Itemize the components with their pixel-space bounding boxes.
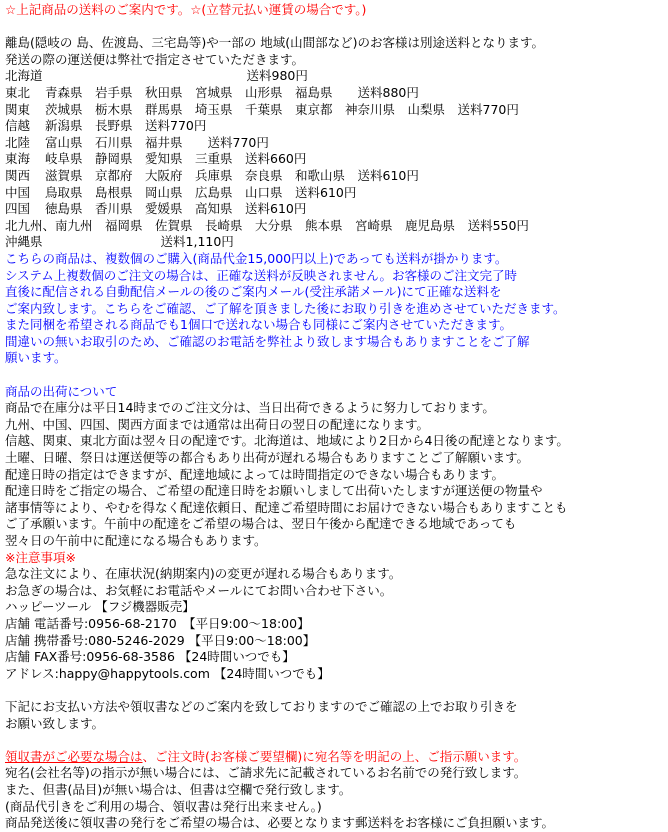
shipping-info-document xyxy=(5,2,665,832)
shipping-line: 信越、関東、東北方面は翌々日の配達です。北海道は、地域により2日から4日後の配達となります。 xyxy=(5,433,569,449)
rate-prefs: 鳥取県 島根県 岡山県 広島県 山口県 xyxy=(45,184,283,200)
spacer xyxy=(5,367,665,384)
rate-fee: 送料550円 xyxy=(467,217,529,233)
contact-mobile: 店舗 携帯番号:080-5246-2029 【平日9:00～18:00】 xyxy=(5,632,316,648)
rate-prefs: 徳島県 香川県 愛媛県 高知県 xyxy=(45,201,233,217)
section-title-shipping: 商品の出荷について xyxy=(5,383,118,399)
spacer xyxy=(5,732,665,749)
spacer xyxy=(5,19,665,36)
shipping-line: ご了承願います。午前中の配達をご希望の場合は、翌日午後から配達できる地域であっても xyxy=(5,516,517,532)
contact-phone: 店舗 電話番号:0956-68-2170 【平日9:00～18:00】 xyxy=(5,615,310,631)
header-line: ☆上記商品の送料のご案内です。☆(立替元払い運賃の場合です。) xyxy=(5,2,367,17)
section-title-caution: ※注意事項※ xyxy=(5,549,76,565)
rate-prefs: 新潟県 長野県 xyxy=(45,118,133,134)
shipping-line: 配達日時の指定はできますが、配達地域によっては時間指定のできない場合もあります。 xyxy=(5,466,505,482)
rate-prefs: 富山県 石川県 福井県 xyxy=(45,134,183,150)
region-name: 四国 xyxy=(5,201,31,217)
contact-address: アドレス:happy@happytools.com 【24時間いつでも】 xyxy=(5,665,330,681)
rate-fee: 送料770円 xyxy=(207,134,269,150)
rate-row-hokkaido xyxy=(5,68,665,85)
receipt-line: 商品発送後に領収書の発行をご希望の場合は、必要となります郵送料をお客様にご負担願います。 xyxy=(5,815,555,831)
region-name: 信越 xyxy=(5,118,31,134)
receipt-line: (商品代引きをご利用の場合、領収書は発行出来ません。) xyxy=(5,798,322,814)
rate-row-shikoku xyxy=(5,201,665,218)
rate-row-shinetsu xyxy=(5,118,665,135)
contact-fax: 店舗 FAX番号:0956-68-3586 【24時間いつでも】 xyxy=(5,649,295,665)
region-name: 北海道 xyxy=(5,68,43,84)
receipt-title-underlined: 領収書がご必要な場合は xyxy=(5,748,143,764)
rate-fee: 送料770円 xyxy=(457,101,519,117)
receipt-line: 宛名(会社名等)の指示が無い場合には、ご請求先に記載されているお名前での発行致します。 xyxy=(5,765,527,781)
caution-line: お急ぎの場合は、お気軽にお電話やメールにてお問い合わせ下さい。 xyxy=(5,582,393,598)
region-name: 北陸 xyxy=(5,134,31,150)
rate-fee: 送料980円 xyxy=(246,68,308,84)
rate-fee: 送料770円 xyxy=(145,118,207,134)
rate-prefs: 青森県 岩手県 秋田県 宮城県 山形県 福島県 xyxy=(45,84,333,100)
rate-prefs: 福岡県 佐賀県 長崎県 大分県 熊本県 宮崎県 鹿児島県 xyxy=(105,217,456,233)
rate-row-tohoku xyxy=(5,85,665,102)
spacer xyxy=(5,682,665,699)
payment-note-line: お願い致します。 xyxy=(5,715,105,731)
contact-shop-name: ハッピーツール 【フジ機器販売】 xyxy=(5,599,195,615)
region-name: 関東 xyxy=(5,101,31,117)
blue-notice-line: 願います。 xyxy=(5,350,67,366)
region-name: 東海 xyxy=(5,151,31,167)
shipping-line: 土曜、日曜、祭日は運送便等の都合もあり出荷が遅れる場合もありますことご了解願います。 xyxy=(5,450,530,466)
rate-fee: 送料610円 xyxy=(245,201,307,217)
payment-note-line: 下記にお支払い方法や領収書などのご案内を致しておりますのでご確認の上でお取り引きを xyxy=(5,698,518,714)
region-name: 沖縄県 xyxy=(5,234,43,250)
rate-prefs: 滋賀県 京都府 大阪府 兵庫県 奈良県 和歌山県 xyxy=(45,167,346,183)
region-name: 中国 xyxy=(5,184,31,200)
shipping-line: 諸事情等により、やむを得なく配達依頼日、配達ご希望時間にお届けできない場合もありますことも xyxy=(5,499,568,515)
rate-row-chugoku xyxy=(5,185,665,202)
blue-notice-line: システム上複数個のご注文の場合は、正確な送料が反映されません。お客様のご注文完了時 xyxy=(5,267,518,283)
rate-row-tokai xyxy=(5,151,665,168)
caution-line: 急な注文により、在庫状況(納期案内)の変更が遅れる場合もあります。 xyxy=(5,566,402,582)
shipping-rate-list xyxy=(5,68,665,251)
rate-row-kanto xyxy=(5,102,665,119)
intro-line: 発送の際の運送便は弊社で指定させていただきます。 xyxy=(5,51,305,67)
shipping-line: 配達日時をご指定の場合、ご希望の配達日時をお願いしまして出荷いたしますが運送便の物量や xyxy=(5,483,543,499)
rate-row-kansai xyxy=(5,168,665,185)
rate-fee: 送料880円 xyxy=(357,84,419,100)
receipt-line: また、但書(品目)が無い場合は、但書は空欄で発行致します。 xyxy=(5,781,352,797)
shipping-line: 翌々日の午前中に配達になる場合もあります。 xyxy=(5,533,267,548)
shipping-line: 商品で在庫分は平日14時までのご注文分は、当日出荷できるように努力しております。 xyxy=(5,400,495,416)
intro-line: 離島(隠岐の 島、佐渡島、三宅島等)や一部の 地域(山間部など)のお客様は別途送料となります。 xyxy=(5,35,544,51)
region-name: 北九州、南九州 xyxy=(5,217,93,233)
rate-fee: 送料660円 xyxy=(245,151,307,167)
blue-notice-line: また同梱を希望される商品でも1個口で送れない場合も同様にご案内させていただきます。 xyxy=(5,317,512,333)
rate-row-hokuriku xyxy=(5,135,665,152)
rate-prefs: 茨城県 栃木県 群馬県 埼玉県 千葉県 東京都 神奈川県 山梨県 xyxy=(45,101,446,117)
rate-row-okinawa xyxy=(5,234,665,251)
shipping-line: 九州、中国、四国、関西方面までは通常は出荷日の翌日の配達になります。 xyxy=(5,416,430,432)
rate-row-kyushu xyxy=(5,218,665,235)
blue-notice-line: ご案内致します。こちらをご確認、ご了解を頂きました後にお取り引きを進めさせていただきます。 xyxy=(5,300,566,316)
blue-notice-line: 直後に配信される自動配信メールの後のご案内メール(受注承諾メール)にて正確な送料を xyxy=(5,284,502,300)
region-name: 関西 xyxy=(5,167,31,183)
receipt-title-rest: 、ご注文時(お客様ご要望欄)に宛名等を明記の上、ご指示願います。 xyxy=(142,748,527,764)
rate-prefs: 岐阜県 静岡県 愛知県 三重県 xyxy=(45,151,233,167)
blue-notice-line: 間違いの無いお取引のため、ご確認のお電話を弊社より致します場合もありますことをご了解 xyxy=(5,333,530,349)
blue-notice-line: こちらの商品は、複数個のご購入(商品代金15,000円以上)であっても送料が掛かります。 xyxy=(5,250,508,266)
receipt-title xyxy=(5,749,665,766)
rate-fee: 送料1,110円 xyxy=(160,234,234,250)
rate-fee: 送料610円 xyxy=(357,167,419,183)
region-name: 東北 xyxy=(5,84,31,100)
rate-fee: 送料610円 xyxy=(295,184,357,200)
